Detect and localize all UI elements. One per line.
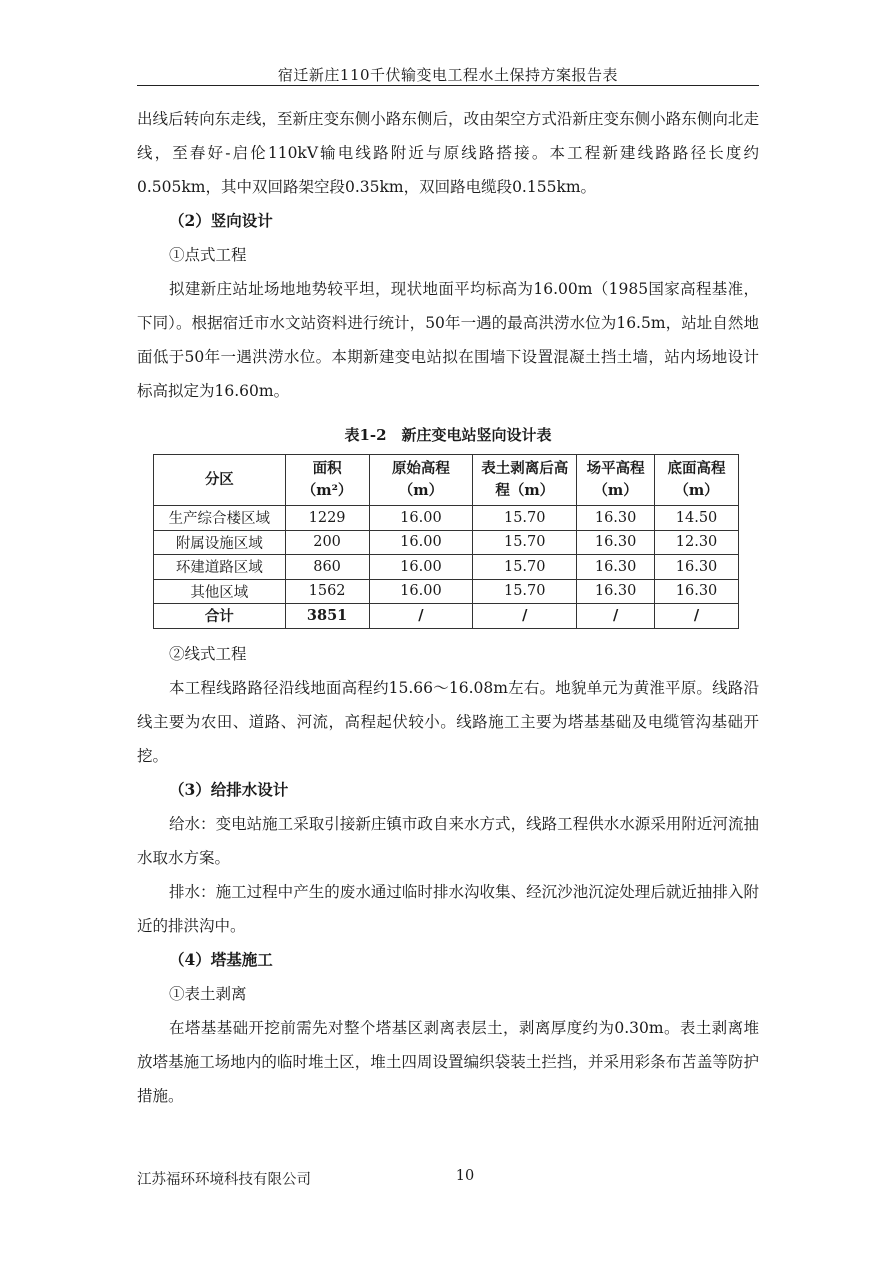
table-cell: 16.00 — [369, 506, 473, 531]
header-rule — [137, 85, 759, 86]
table-cell: 其他区域 — [154, 579, 286, 604]
table-cell: 200 — [285, 530, 369, 555]
table-cell: 14.50 — [655, 506, 739, 531]
table-cell: 16.30 — [577, 506, 655, 531]
table-cell: / — [473, 604, 577, 629]
table-cell: 16.30 — [655, 579, 739, 604]
table-cell: 3851 — [285, 604, 369, 629]
subheading-point-project: ①点式工程 — [169, 246, 247, 264]
page-number: 10 — [455, 1168, 475, 1184]
table-row — [154, 579, 739, 604]
body-bottom — [137, 637, 759, 1113]
table-cell: 16.30 — [577, 555, 655, 580]
paragraph-drainage: 排水：施工过程中产生的废水通过临时排水沟收集、经沉沙池沉淀处理后就近抽排入附近的排洪沟中。 — [137, 883, 759, 935]
table-header-cell: 底面高程 （m） — [655, 455, 739, 506]
table-row — [154, 530, 739, 555]
paragraph-route: 出线后转向东走线，至新庄变东侧小路东侧后，改由架空方式沿新庄变东侧小路东侧向北走线，至春好-启伦110kV输电线路附近与原线路搭接。本工程新建线路路径长度约0.505km，其中双回路架空段0.35km，双回路电缆段0.155km。 — [137, 110, 759, 196]
table-caption: 表1-2 新庄变电站竖向设计表 — [344, 426, 552, 444]
heading-vertical-design: （2）竖向设计 — [169, 211, 273, 230]
table-cell: 附属设施区域 — [154, 530, 286, 555]
vertical-design-table — [153, 454, 739, 629]
paragraph-line-elevation: 本工程线路路径沿线地面高程约15.66～16.08m左右。地貌单元为黄淮平原。线路沿线主要为农田、道路、河流，高程起伏较小。线路施工主要为塔基基础及电缆管沟基础开挖。 — [137, 679, 759, 765]
subheading-topsoil-stripping: ①表土剥离 — [169, 985, 247, 1003]
table-header-cell: 场平高程 （m） — [577, 455, 655, 506]
paragraph-topsoil: 在塔基基础开挖前需先对整个塔基区剥离表层土，剥离厚度约为0.30m。表土剥离堆放塔基施工场地内的临时堆土区，堆土四周设置编织袋装土拦挡，并采用彩条布苫盖等防护措施。 — [137, 1019, 759, 1105]
paragraph-water-supply: 给水：变电站施工采取引接新庄镇市政自来水方式，线路工程供水水源采用附近河流抽水取水方案。 — [137, 815, 759, 867]
table-cell: / — [369, 604, 473, 629]
table-cell: 环建道路区域 — [154, 555, 286, 580]
heading-tower-construction: （4）塔基施工 — [169, 950, 273, 969]
table-row — [154, 506, 739, 531]
table-cell: 860 — [285, 555, 369, 580]
paragraph-site-elevation: 拟建新庄站址场地地势较平坦，现状地面平均标高为16.00m（1985国家高程基准，下同）。根据宿迁市水文站资料进行统计，50年一遇的最高洪涝水位为16.5m，站址自然地面低于50年一遇洪涝水位。本期新建变电站拟在围墙下设置混凝土挡土墙，站内场地设计标高拟定为16.60m。 — [137, 280, 759, 400]
table-cell: 16.00 — [369, 530, 473, 555]
table-cell: 12.30 — [655, 530, 739, 555]
table-cell: 16.00 — [369, 579, 473, 604]
page-header-title: 宿迁新庄110千伏输变电工程水土保持方案报告表 — [277, 66, 619, 84]
table-cell: 16.30 — [577, 530, 655, 555]
table-cell: 合计 — [154, 604, 286, 629]
table-cell: 16.30 — [655, 555, 739, 580]
table-cell: 16.00 — [369, 555, 473, 580]
table-row — [154, 555, 739, 580]
table-cell: 生产综合楼区域 — [154, 506, 286, 531]
footer-company: 江苏福环环境科技有限公司 — [137, 1172, 311, 1188]
table-header-cell: 分区 — [154, 455, 286, 506]
table-cell: 16.30 — [577, 579, 655, 604]
subheading-line-project: ②线式工程 — [169, 645, 247, 663]
table-cell: 15.70 — [473, 506, 577, 531]
table-header-row — [154, 455, 739, 506]
table-cell: / — [655, 604, 739, 629]
table-header-cell: 表土剥离后高 程（m） — [473, 455, 577, 506]
table-cell: 1562 — [285, 579, 369, 604]
table-cell: 15.70 — [473, 579, 577, 604]
table-total-row — [154, 604, 739, 629]
table-cell: / — [577, 604, 655, 629]
table-cell: 15.70 — [473, 555, 577, 580]
body-top — [137, 102, 759, 408]
heading-water-design: （3）给排水设计 — [169, 780, 289, 799]
table-header-cell: 面积 （m²） — [285, 455, 369, 506]
table-cell: 15.70 — [473, 530, 577, 555]
table-header-cell: 原始高程 （m） — [369, 455, 473, 506]
table-cell: 1229 — [285, 506, 369, 531]
